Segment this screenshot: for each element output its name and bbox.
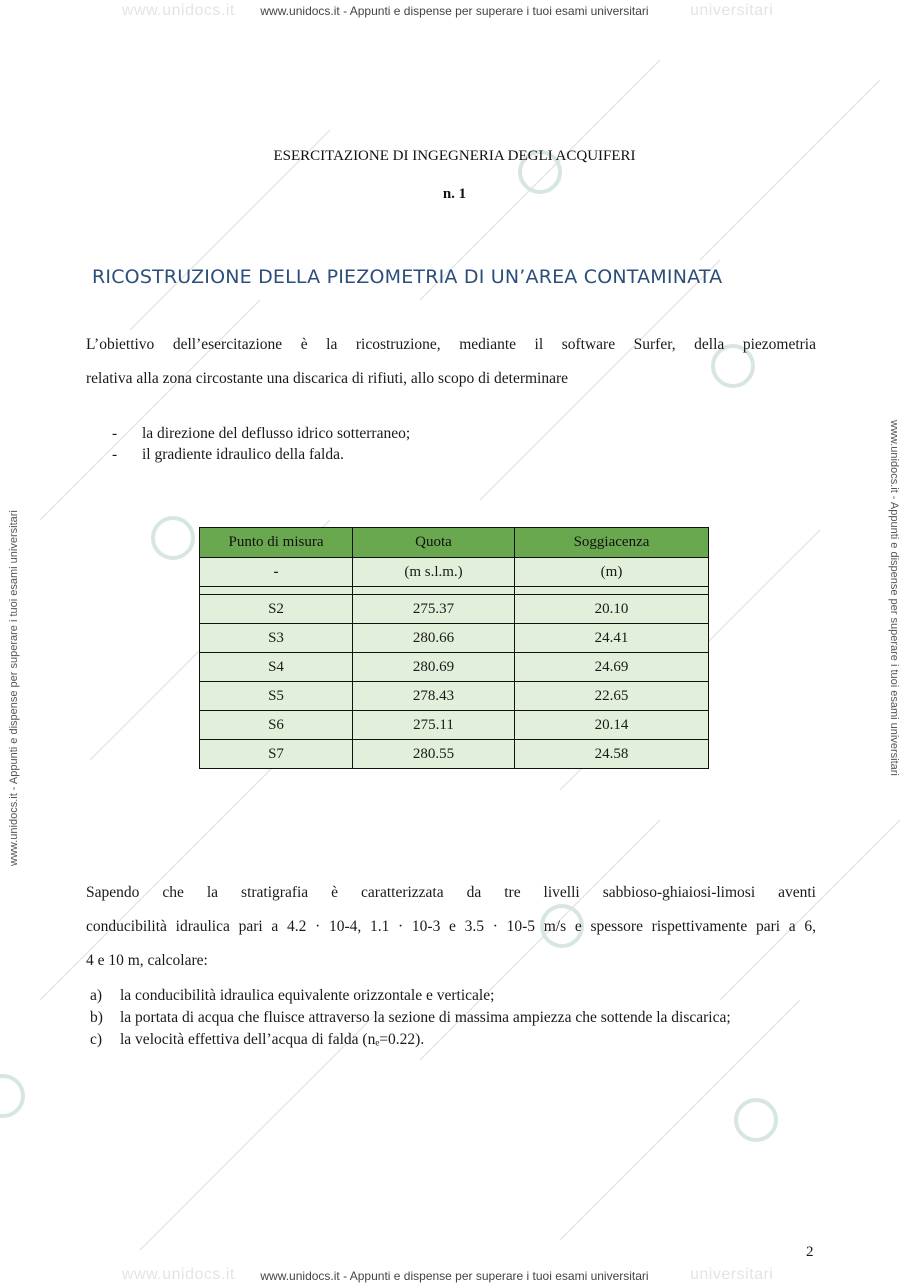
bullet-text: il gradiente idraulico della falda. <box>142 446 344 463</box>
question-label: b) <box>90 1009 103 1026</box>
table-row <box>200 682 709 711</box>
table-spacer-row <box>200 587 709 595</box>
cell-point: S7 <box>200 740 353 769</box>
document-title: ESERCITAZIONE DI INGEGNERIA DEGLI ACQUIFERI <box>273 148 636 164</box>
document-subtitle: n. 1 <box>442 186 467 202</box>
cell-point: S2 <box>200 595 353 624</box>
question-text: la portata di acqua che fluisce attraverso la sezione di massima ampiezza che sottende la discarica; <box>120 1009 731 1026</box>
cell-quota: 280.69 <box>353 653 515 682</box>
intro-line-1: L’obiettivo dell’esercitazione è la ricostruzione, mediante il software Surfer, della piezometria <box>86 336 816 353</box>
unit-quota: (m s.l.m.) <box>353 558 515 587</box>
cell-point: S3 <box>200 624 353 653</box>
footer-watermark-ghost-right: universitari <box>690 1266 774 1283</box>
problem-line-3: 4 e 10 m, calcolare: <box>86 952 208 969</box>
question-text: la velocità effettiva dell’acqua di falda (nₑ=0.22). <box>120 1031 425 1048</box>
table-row <box>200 653 709 682</box>
right-side-banner: www.unidocs.it - Appunti e dispense per superare i tuoi esami universitari <box>888 420 900 776</box>
cell-quota: 278.43 <box>353 682 515 711</box>
objectives-list <box>112 423 410 465</box>
list-item <box>90 1007 790 1029</box>
footer-watermark-ghost: www.unidocs.it <box>122 1266 235 1283</box>
cell-soggiacenza: 20.14 <box>515 711 709 740</box>
table-row <box>200 624 709 653</box>
unit-soggiacenza: (m) <box>515 558 709 587</box>
list-item <box>90 985 790 1007</box>
header-banner: www.unidocs.it - Appunti e dispense per superare i tuoi esami universitari <box>260 4 649 18</box>
intro-line-2: relativa alla zona circostante una discarica di rifiuti, allo scopo di determinare <box>86 370 569 387</box>
cell-point: S5 <box>200 682 353 711</box>
list-item: - il gradiente idraulico della falda. <box>112 446 344 463</box>
table-row <box>200 595 709 624</box>
cell-point: S6 <box>200 711 353 740</box>
problem-paragraph <box>86 876 816 978</box>
intro-paragraph <box>86 328 816 396</box>
table-row <box>200 740 709 769</box>
measurement-table <box>199 527 709 769</box>
left-side-banner: www.unidocs.it - Appunti e dispense per superare i tuoi esami universitari <box>8 510 20 866</box>
section-heading: RICOSTRUZIONE DELLA PIEZOMETRIA DI UN’AREA CONTAMINATA <box>92 266 723 288</box>
problem-line-2: conducibilità idraulica pari a 4.2 · 10-4, 1.1 · 10-3 e 3.5 · 10-5 m/s e spessore rispettivamente pari a 6, <box>86 918 816 935</box>
cell-point: S4 <box>200 653 353 682</box>
unit-point: - <box>200 558 353 587</box>
table-header-row <box>200 528 709 558</box>
cell-soggiacenza: 20.10 <box>515 595 709 624</box>
bullet-text: la direzione del deflusso idrico sotterraneo; <box>142 425 411 442</box>
cell-soggiacenza: 24.69 <box>515 653 709 682</box>
header-watermark-ghost-right: universitari <box>690 2 774 19</box>
table-row <box>200 711 709 740</box>
cell-soggiacenza: 22.65 <box>515 682 709 711</box>
cell-quota: 275.37 <box>353 595 515 624</box>
cell-soggiacenza: 24.41 <box>515 624 709 653</box>
table-units-row <box>200 558 709 587</box>
cell-quota: 275.11 <box>353 711 515 740</box>
header-point: Punto di misura <box>200 528 353 558</box>
list-item: - la direzione del deflusso idrico sotterraneo; <box>112 425 411 442</box>
questions-list <box>90 985 790 1051</box>
page-number: 2 <box>806 1244 814 1260</box>
question-label: a) <box>90 987 103 1004</box>
header-soggiacenza: Soggiacenza <box>515 528 709 558</box>
cell-soggiacenza: 24.58 <box>515 740 709 769</box>
header-quota: Quota <box>353 528 515 558</box>
header-watermark-ghost: www.unidocs.it <box>122 2 235 19</box>
question-text: la conducibilità idraulica equivalente orizzontale e verticale; <box>120 987 495 1004</box>
cell-quota: 280.55 <box>353 740 515 769</box>
footer-banner: www.unidocs.it - Appunti e dispense per superare i tuoi esami universitari <box>260 1269 649 1283</box>
list-item <box>90 1029 790 1051</box>
problem-line-1: Sapendo che la stratigrafia è caratterizzata da tre livelli sabbioso-ghiaiosi-limosi aventi <box>86 884 816 901</box>
question-label: c) <box>90 1031 103 1048</box>
cell-quota: 280.66 <box>353 624 515 653</box>
